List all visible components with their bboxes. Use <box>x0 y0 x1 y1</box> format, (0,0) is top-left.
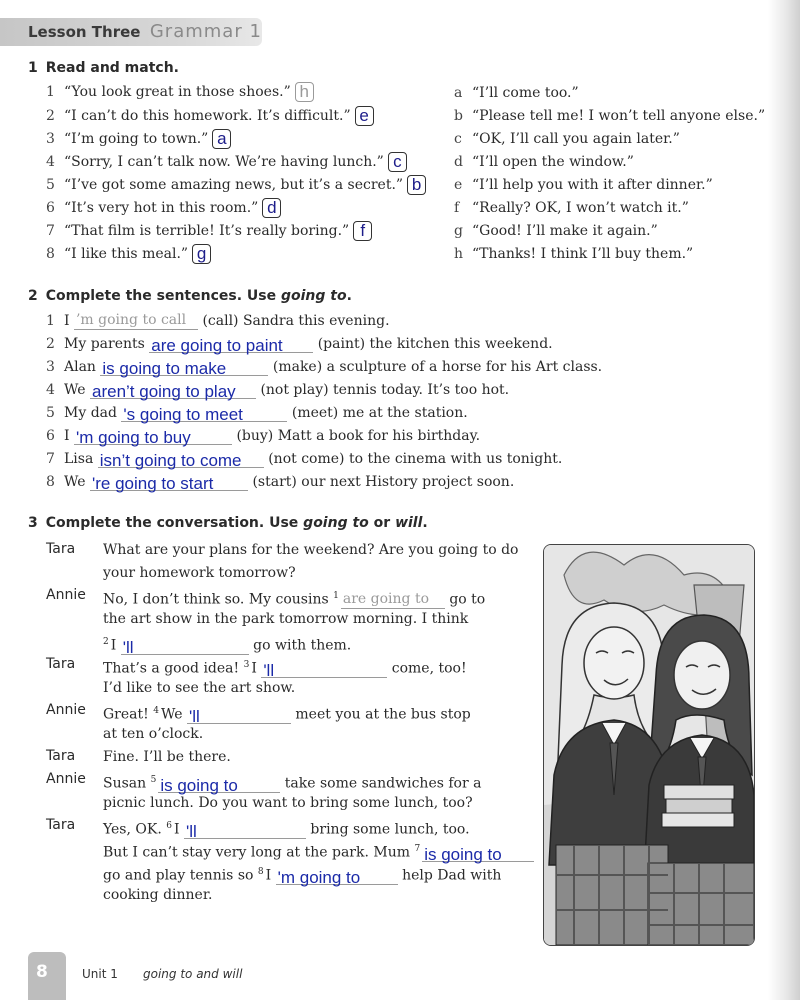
answer-blank[interactable] <box>422 843 534 862</box>
option-item <box>454 245 693 263</box>
speaker-name: Tara <box>46 817 76 833</box>
sentence-item <box>46 311 390 330</box>
answer-text: 'll <box>263 660 275 680</box>
answer-blank[interactable] <box>149 334 313 353</box>
sentence-start: I <box>64 428 70 444</box>
answer-blank[interactable] <box>261 659 387 678</box>
item-number: 5 <box>46 177 55 193</box>
sentence-start: My dad <box>64 405 117 421</box>
dialogue-text: bring some lunch, too. <box>310 821 470 838</box>
dialogue-text: Yes, OK. <box>103 821 162 838</box>
answer-blank[interactable] <box>74 426 232 445</box>
option-text: “I’ll open the window.” <box>472 154 634 170</box>
speaker-name: Annie <box>46 771 86 787</box>
option-letter: f <box>454 200 460 216</box>
gap-number: 2 <box>103 637 109 647</box>
option-text: “OK, I’ll call you again later.” <box>472 131 680 147</box>
footer-topic: going to and will <box>143 967 243 981</box>
dialogue-line: cooking dinner. <box>103 887 213 903</box>
item-number: 5 <box>46 405 55 421</box>
dialogue-line <box>103 702 471 724</box>
dialogue-text: I <box>251 660 257 677</box>
item-text: “I’ve got some amazing news, but it’s a secret.” <box>64 177 404 193</box>
dialogue-text: Great! <box>103 706 149 723</box>
option-text: “Really? OK, I won’t watch it.” <box>472 200 689 216</box>
gap-number: 8 <box>257 867 264 877</box>
dialogue-text: go to <box>449 591 486 608</box>
exercise-3-instruction-mid: or <box>368 515 396 531</box>
sentence-item <box>46 449 562 468</box>
exercise-2-instruction: Complete the sentences. Use <box>45 288 281 304</box>
answer-text: isn’t going to come <box>99 451 242 470</box>
option-item <box>454 222 658 240</box>
gap-number: 5 <box>150 775 157 785</box>
option-item <box>454 199 689 217</box>
item-number: 4 <box>46 154 55 170</box>
dialogue-line <box>103 817 470 839</box>
match-item <box>46 244 211 264</box>
answer-text: 's going to meet <box>123 405 243 424</box>
answer-text: 'll <box>185 821 197 841</box>
speaker-name: Tara <box>46 541 76 557</box>
option-text: “Good! I’ll make it again.” <box>472 223 658 239</box>
answer-blank[interactable] <box>121 403 287 422</box>
dialogue-text: help Dad with <box>402 867 502 884</box>
option-letter: e <box>454 177 463 193</box>
illustration-drawing <box>544 545 754 945</box>
dialogue-text: Susan <box>103 775 147 792</box>
item-number: 3 <box>46 359 55 375</box>
option-letter: g <box>454 223 463 239</box>
item-number: 8 <box>46 246 55 262</box>
exercise-2-instruction-em: going to <box>280 288 347 304</box>
item-text: “I like this meal.” <box>64 246 189 262</box>
item-number: 8 <box>46 474 55 490</box>
item-text: “I’m going to town.” <box>64 131 209 147</box>
gap-number: 4 <box>153 706 159 716</box>
page-edge-shadow <box>768 0 800 1000</box>
answer-text: is going to <box>424 844 502 864</box>
dialogue-line: What are your plans for the weekend? Are you going to do <box>103 542 519 558</box>
item-text: “It’s very hot in this room.” <box>64 200 259 216</box>
option-text: “Please tell me! I won’t tell anyone else.” <box>472 108 766 124</box>
answer-blank[interactable] <box>100 357 268 376</box>
answer-text: aren’t going to play <box>92 382 236 401</box>
dialogue-line <box>103 633 351 655</box>
answer-blank[interactable] <box>184 820 306 839</box>
match-item <box>46 198 281 218</box>
dialogue-line: picnic lunch. Do you want to bring some lunch, too? <box>103 795 473 811</box>
exercise-2-instruction-end: . <box>346 288 352 304</box>
answer-text: 'm going to <box>277 867 361 887</box>
dialogue-text: come, too! <box>391 660 467 677</box>
option-letter: c <box>454 131 462 147</box>
option-text: “I’ll come too.” <box>472 85 579 101</box>
item-number: 7 <box>46 451 55 467</box>
dialogue-text: I <box>110 637 117 654</box>
answer-blank[interactable] <box>158 774 280 793</box>
dialogue-line: I’d like to see the art show. <box>103 680 296 696</box>
sentence-end: (buy) Matt a book for his birthday. <box>236 428 481 444</box>
gap-number: 7 <box>414 844 421 854</box>
match-item <box>46 152 407 172</box>
option-letter: h <box>454 246 464 262</box>
sentence-end: (start) our next History project soon. <box>252 474 515 490</box>
gap-number: 6 <box>166 821 172 831</box>
item-text: “That film is terrible! It’s really boring.” <box>64 223 350 239</box>
speaker-name: Annie <box>46 702 86 718</box>
speaker-name: Tara <box>46 748 76 764</box>
sentence-end: (meet) me at the station. <box>291 405 468 421</box>
answer-blank[interactable] <box>90 472 248 491</box>
option-item <box>454 84 579 102</box>
answer-text: 'll <box>122 637 134 657</box>
answer-blank[interactable] <box>341 590 445 609</box>
speaker-name: Annie <box>46 587 86 603</box>
lesson-title: Lesson Three <box>28 23 141 41</box>
item-number: 2 <box>46 336 55 352</box>
dialogue-text: No, I don’t think so. My cousins <box>103 591 329 608</box>
dialogue-line: Fine. I’ll be there. <box>103 749 231 765</box>
answer-blank[interactable] <box>90 380 256 399</box>
answer-text: 'm going to buy <box>75 428 191 447</box>
item-text: “You look great in those shoes.” <box>64 84 291 100</box>
match-item <box>46 82 314 102</box>
exercise-3-instruction: Complete the conversation. Use <box>45 515 304 531</box>
answer-text: ’m going to call <box>75 312 187 328</box>
answer-blank[interactable] <box>187 705 291 724</box>
sentence-item <box>46 472 514 491</box>
dialogue-line <box>103 863 501 885</box>
dialogue-text: I <box>173 821 180 838</box>
dialogue-text: go and play tennis so <box>103 867 254 884</box>
match-item <box>46 106 374 126</box>
sentence-start: Lisa <box>64 451 94 467</box>
sentence-item <box>46 334 553 353</box>
option-letter: b <box>454 108 463 124</box>
section-title: Grammar 1 <box>149 21 262 42</box>
dialogue-line <box>103 656 467 678</box>
item-number: 6 <box>46 428 55 444</box>
sentence-end: (paint) the kitchen this weekend. <box>317 336 553 352</box>
match-item <box>46 175 426 195</box>
answer-box[interactable]: g <box>192 244 211 264</box>
answer-blank[interactable] <box>74 311 198 330</box>
speaker-name: Tara <box>46 656 76 672</box>
item-number: 2 <box>46 108 55 124</box>
answer-box[interactable]: c <box>388 152 407 172</box>
sentence-start: Alan <box>64 359 96 375</box>
sentence-item <box>46 426 480 445</box>
footer-unit: Unit 1 <box>82 967 118 981</box>
dialogue-line: the art show in the park tomorrow morning. I think <box>103 611 469 627</box>
answer-text: are going to paint <box>151 336 283 355</box>
answer-blank[interactable] <box>121 636 249 655</box>
exercise-3-title <box>28 515 428 531</box>
item-number: 1 <box>46 313 55 329</box>
answer-box[interactable]: a <box>212 129 231 149</box>
exercise-1-number: 1 <box>28 60 38 76</box>
gap-number: 1 <box>333 591 339 601</box>
exercise-3-instruction-em: will <box>395 515 423 531</box>
dialogue-text: meet you at the bus stop <box>295 706 471 723</box>
item-number: 3 <box>46 131 55 147</box>
option-letter: d <box>454 154 463 170</box>
option-item <box>454 130 680 148</box>
item-number: 7 <box>46 223 55 239</box>
item-text: “I can’t do this homework. It’s difficult.” <box>64 108 351 124</box>
answer-box[interactable]: e <box>355 106 374 126</box>
sentence-start: We <box>64 382 86 398</box>
answer-text: 'll <box>188 706 200 726</box>
exercise-2-number: 2 <box>28 288 38 304</box>
answer-box[interactable]: h <box>295 82 314 102</box>
dialogue-text: But I can’t stay very long at the park. Mum <box>103 844 411 861</box>
lesson-header <box>28 21 262 43</box>
sentence-item <box>46 357 602 376</box>
answer-box[interactable]: d <box>262 198 281 218</box>
option-item <box>454 153 634 171</box>
dialogue-text: That’s a good idea! <box>103 660 240 677</box>
dialogue-line: your homework tomorrow? <box>103 565 296 581</box>
dialogue-line <box>103 840 534 862</box>
item-text: “Sorry, I can’t talk now. We’re having lunch.” <box>64 154 384 170</box>
gap-number: 3 <box>243 660 250 670</box>
match-item <box>46 221 372 241</box>
answer-blank[interactable] <box>98 449 264 468</box>
exercise-1-instruction: Read and match. <box>45 60 179 76</box>
option-text: “I’ll help you with it after dinner.” <box>472 177 713 193</box>
dialogue-text: We <box>160 706 183 723</box>
two-girls-illustration <box>543 544 755 946</box>
page-number: 8 <box>36 962 48 982</box>
answer-box[interactable]: b <box>407 175 426 195</box>
item-number: 1 <box>46 84 55 100</box>
dialogue-line: at ten o’clock. <box>103 726 204 742</box>
exercise-1-title <box>28 60 179 76</box>
sentence-end: (not play) tennis today. It’s too hot. <box>260 382 510 398</box>
sentence-start: My parents <box>64 336 145 352</box>
answer-text: are going to <box>342 590 430 607</box>
option-letter: a <box>454 85 463 101</box>
exercise-2-title <box>28 288 352 304</box>
answer-text: is going to <box>160 775 238 795</box>
sentence-start: We <box>64 474 86 490</box>
sentence-item <box>46 380 509 399</box>
sentence-end: (call) Sandra this evening. <box>202 313 390 329</box>
option-item <box>454 176 713 194</box>
sentence-end: (make) a sculpture of a horse for his Art class. <box>272 359 603 375</box>
sentence-start: I <box>64 313 70 329</box>
exercise-3-instruction-em: going to <box>303 515 369 531</box>
dialogue-line <box>103 771 481 793</box>
exercise-3-instruction-end: . <box>422 515 428 531</box>
sentence-item <box>46 403 468 422</box>
answer-blank[interactable] <box>276 866 398 885</box>
sentence-end: (not come) to the cinema with us tonight. <box>268 451 563 467</box>
dialogue-text: I <box>265 867 272 884</box>
exercise-3-number: 3 <box>28 515 38 531</box>
answer-text: is going to make <box>102 359 227 378</box>
item-number: 6 <box>46 200 55 216</box>
dialogue-text: go with them. <box>253 637 352 654</box>
answer-box[interactable]: f <box>353 221 372 241</box>
option-item <box>454 107 765 125</box>
item-number: 4 <box>46 382 55 398</box>
match-item <box>46 129 231 149</box>
option-text: “Thanks! I think I’ll buy them.” <box>472 246 694 262</box>
dialogue-line <box>103 587 485 609</box>
dialogue-text: take some sandwiches for a <box>284 775 482 792</box>
answer-text: 're going to start <box>92 474 214 493</box>
